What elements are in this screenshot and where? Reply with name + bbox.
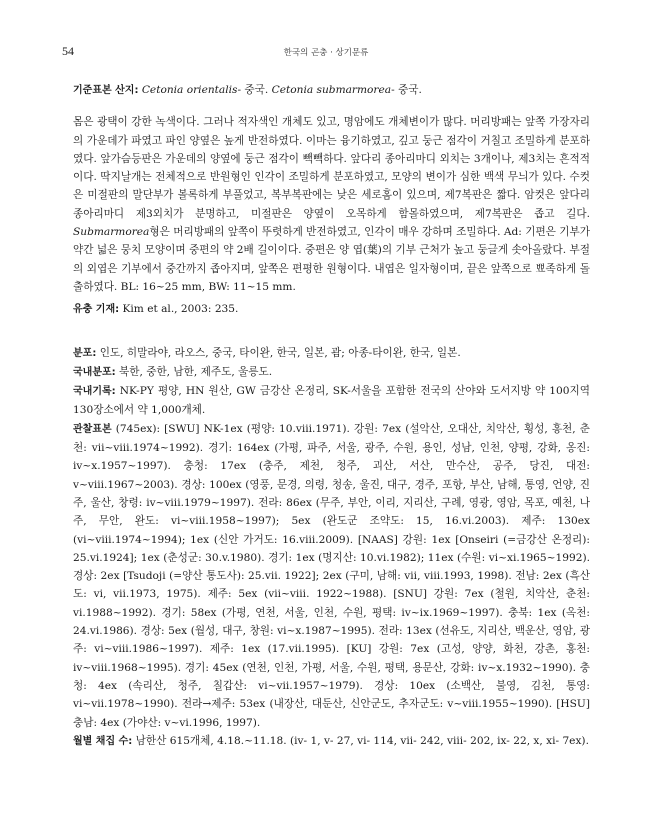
distribution-paragraph bbox=[62, 344, 590, 363]
description-text: 형은 머리방패의 앞쪽이 뚜렷하게 반전하였고, 인각이 매우 강하며 조밀하다. Ad: 기편은 기부가 약간 넓은 뭉치 모양이며 중편의 약 2배 길이이다. 중편은 양 엽(葉)의 기부 근처가 높고 둥글게 솟아올랐다. 부절의 외엽은 기부에서 중간까지 좁아지며, 앞쪽은 편평한 원형이다. 내엽은 일자형이며, 끝은 앞쪽으로 뾰족하게 돌출하였다. BL: 16~25 mm, BW: 11~15 mm. bbox=[73, 226, 590, 293]
document-body bbox=[62, 81, 590, 751]
larva-reference-text: Kim et al., 2003: 235. bbox=[122, 303, 239, 316]
running-header: 한국의 곤충 · 상기문류 bbox=[283, 48, 369, 58]
monthly-collection-paragraph bbox=[62, 732, 590, 751]
examined-specimens-text: (745ex): [SWU] NK-1ex (평양: 10.viii.1971). 강원: 7ex (설악산, 오대산, 치악산, 횡성, 홍천, 춘천: vii~viii.1974~1992). 경기: 164ex (가평, 파주, 서울, 광주, 수원, 용인, 성남, 인천, 양평, 강화, 옹진: iv~x.1957~1997). 충청: 17ex (충주, 제천, 청주, 괴산, 서산, 만수산, 공주, 당진, 대전: v~viii.1967~2003). 경상: 100ex (영풍, 문경, 의령, 청송, 울진, 대구, 경주, 포항, 부산, 남해, 통영, 언양, 진주, 울산, 창령: iv~viii.1979~1997). 전라: 86ex (무주, 부안, 이리, 지리산, 구례, 영광, 영암, 목포, 예천, 나주, 무안, 완도: vi~viii.1958~1997); 5ex (완도군 조약도: 15, 16.vi.2003). 제주: 130ex (vi~viii.1974~1994); 1ex (신안 가거도: 16.viii.2009). [NAAS] 강원: 1ex [Onseiri (=금강산 온정리): 25.vi.1924]; 1ex (춘성군: 30.v.1980). 경기: 1ex (명지산: 10.vi.1982); 11ex (수원: vi~xi.1965~1992). 경상: 2ex [Tsudoji (=양산 통도사): 25.vii. 1922]; 2ex (구미, 남해: vii, viii.1993, 1998). 전남: 2ex (흑산도: vi, vii.1973, 1975). 제주: 5ex (vii~viii. 1922~1988). [SNU] 강원: 7ex (철원, 치악산, 춘천: vi.1988~1992). 경기: 58ex (가평, 연천, 서울, 인천, 수원, 평택: iv~ix.1969~1997). 충북: 1ex (옥천: 24.vi.1986). 경상: 5ex (월성, 대구, 창원: vi~x.1987~1995). 전라: 13ex (선유도, 지리산, 백운산, 영암, 광주: vi~viii.1986~1997). 제주: 1ex (17.vii.1995). [KU] 강원: 7ex (고성, 양양, 화천, 강촌, 홍천: iv~viii.1968~1995). 경기: 45ex (연천, 인천, 가평, 서울, 수원, 평택, 용문산, 강화: iv~x.1932~1990). 충청: 4ex (속리산, 청주, 칠갑산: vi~vii.1957~1979). 경상: 10ex (소백산, 불영, 김천, 통영: vi~vii.1978~1990). 전라→제주: 53ex (내장산, 대둔산, 신안군도, 추자군도: v~viii.1955~1990). [HSU] 충남: 4ex (가야산: v~vi.1996, 1997). bbox=[73, 422, 591, 729]
korea-distribution-text: 북한, 중한, 남한, 제주도, 울릉도. bbox=[119, 365, 273, 378]
monthly-collection-label: 월별 채집 수: bbox=[73, 735, 133, 747]
description-paragraph bbox=[62, 113, 590, 296]
type-locality-paragraph bbox=[62, 81, 590, 100]
korea-records-text: NK-PY 평양, HN 원산, GW 금강산 온정리, SK-서울을 포함한 전국의 산야와 도서지방 약 100지역 130장소에서 약 1,000개체. bbox=[73, 385, 590, 417]
type-locality-text: - 중국. bbox=[391, 84, 422, 96]
species-name: Submarmorea bbox=[73, 226, 150, 239]
description-text: 몸은 광택이 강한 녹색이다. 그러나 적자색인 개체도 있고, 명암에도 개체변이가 많다. 머리방패는 앞쪽 가장자리의 가운데가 파였고 파인 양옆은 높게 반전하였다. 이마는 융기하였고, 깊고 둥근 점각이 거칠고 조밀하게 분포하였다. 앞가슴등판은 가운데의 양옆에 둥근 점각이 빽빽하다. 앞다리 종아리마디 외치는 3개이나, 제3치는 흔적적이다. 딱지날개는 전체적으로 반원형인 인각이 조밀하게 분포하였고, 모양의 변이가 심한 백색 무늬가 있다. 수컷은 미절판의 말단부가 볼록하게 부풀었고, 복부복판에는 낮은 세로홈이 있으며, 제7복판은 짧다. 암컷은 앞다리 종아리마디 제3외치가 분명하고, 미절판은 양옆이 오목하게 함몰하였으며, 제7복판은 좁고 길다. bbox=[73, 116, 590, 220]
species-name: Cetonia submarmorea bbox=[271, 84, 392, 96]
species-name: Cetonia orientalis bbox=[141, 84, 238, 96]
larva-reference-paragraph bbox=[62, 300, 590, 319]
korea-records-label: 국내기록: bbox=[73, 386, 116, 398]
korea-records-paragraph bbox=[62, 382, 590, 420]
examined-specimens-label: 관찰표본 bbox=[73, 423, 112, 435]
korea-distribution-label: 국내분포: bbox=[73, 366, 116, 378]
distribution-label: 분포: bbox=[73, 347, 97, 359]
examined-specimens-paragraph bbox=[62, 420, 590, 732]
type-locality-label: 기준표본 산지: bbox=[73, 85, 139, 96]
korea-distribution-paragraph bbox=[62, 363, 590, 382]
type-locality-text: - 중국. bbox=[237, 84, 269, 96]
larva-reference-label: 유충 기재: bbox=[73, 304, 120, 316]
distribution-text: 인도, 히말라야, 라오스, 중국, 타이완, 한국, 일본, 괌; 아종-타이완, 한국, 일본. bbox=[99, 346, 461, 359]
monthly-collection-text: 남한산 615개체, 4.18.~11.18. (iv- 1, v- 27, vi- 114, vii- 242, viii- 202, ix- 22, x, xi- 7ex). bbox=[135, 734, 589, 747]
page-number: 54 bbox=[62, 44, 74, 58]
